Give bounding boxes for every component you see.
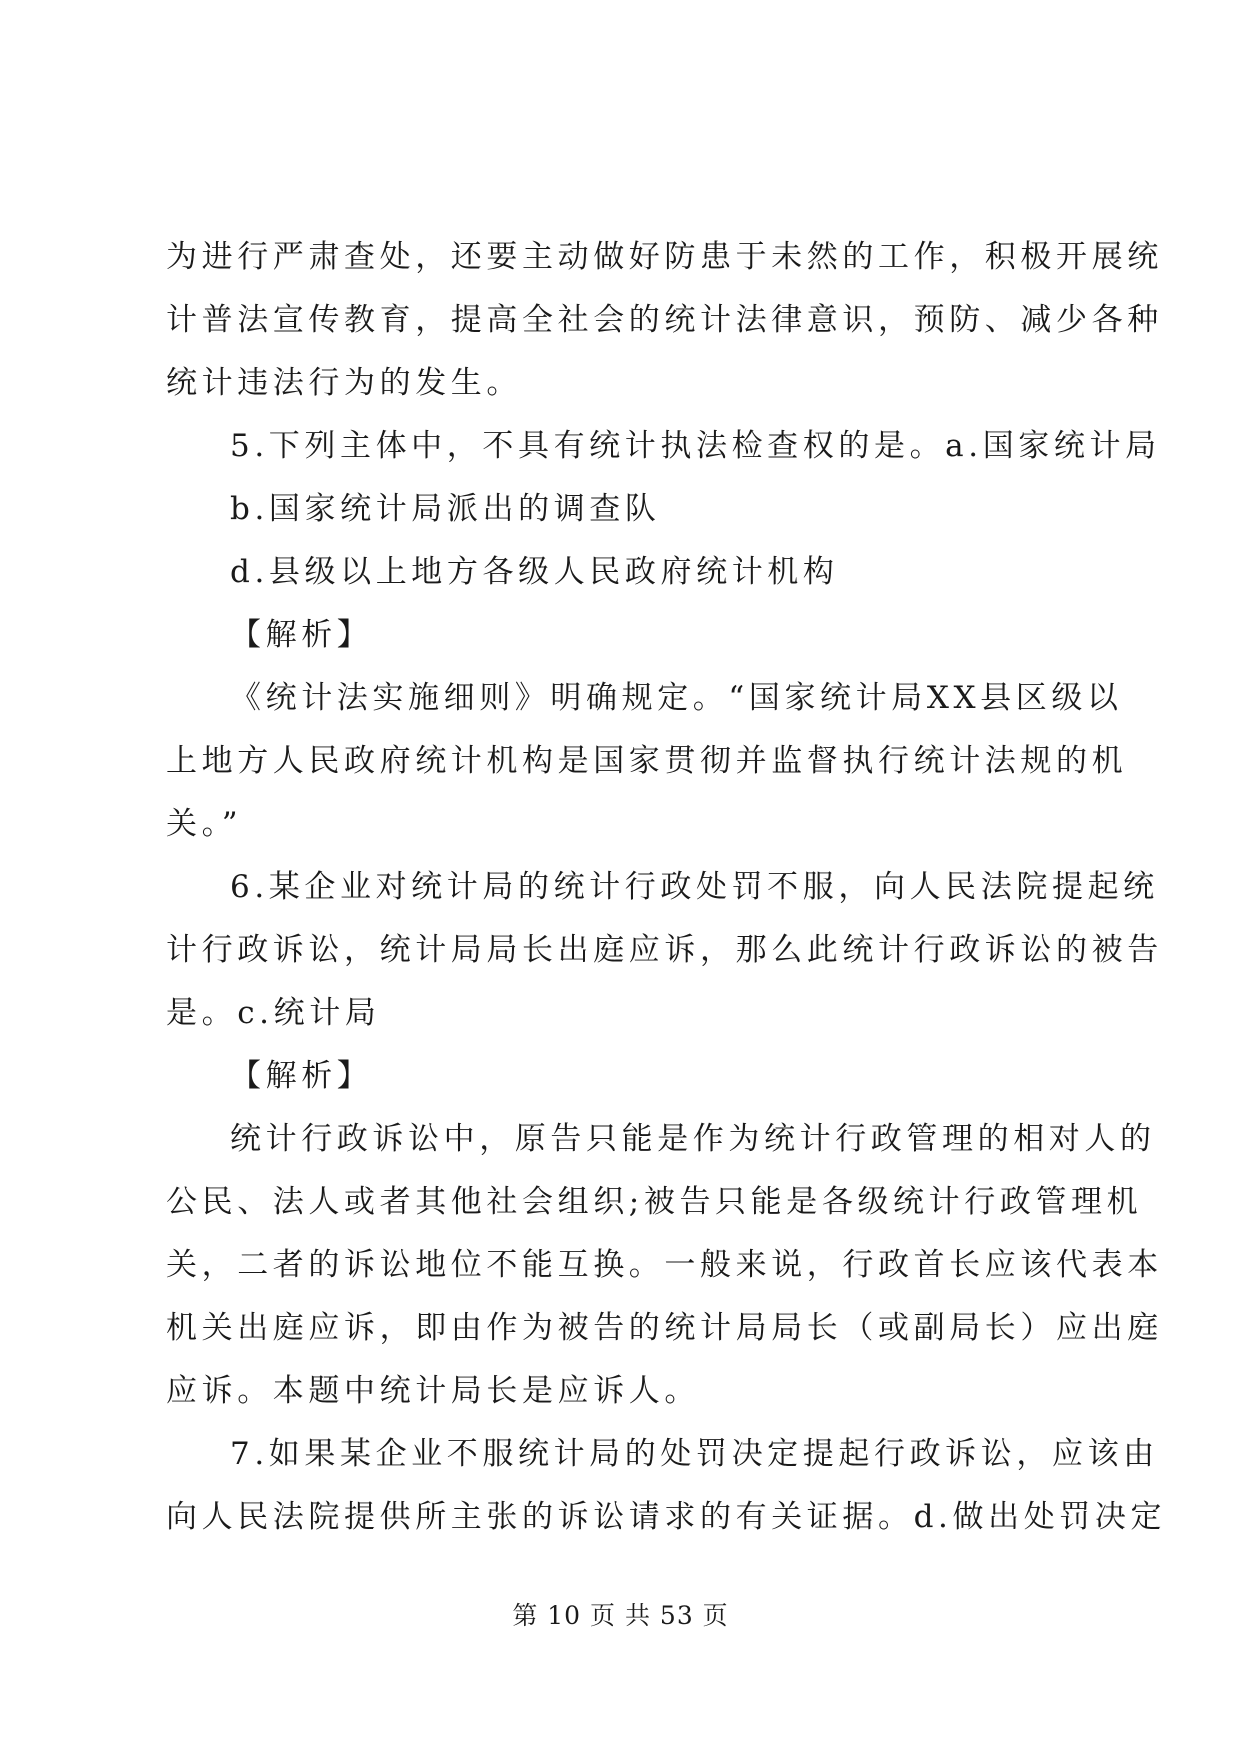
text-line: 计行政诉讼，统计局局长出庭应诉，那么此统计行政诉讼的被告: [166, 932, 1163, 968]
text-line: 应诉。本题中统计局长是应诉人。: [166, 1373, 700, 1409]
text-line: 关。”: [166, 806, 243, 842]
text-line: b.国家统计局派出的调查队: [230, 491, 661, 527]
text-line: 为进行严肃查处，还要主动做好防患于未然的工作，积极开展统: [166, 239, 1163, 275]
text-line: 机关出庭应诉，即由作为被告的统计局局长（或副局长）应出庭: [166, 1310, 1163, 1346]
text-line: 上地方人民政府统计机构是国家贯彻并监督执行统计法规的机: [166, 743, 1128, 779]
text-line: 【解析】: [230, 617, 373, 653]
text-line: 【解析】: [230, 1058, 373, 1094]
text-line: 是。c.统计局: [166, 995, 381, 1031]
document-body: [166, 226, 1167, 1549]
text-line: 关，二者的诉讼地位不能互换。一般来说，行政首长应该代表本: [166, 1247, 1163, 1283]
text-line: 计普法宣传教育，提高全社会的统计法律意识，预防、减少各种: [166, 302, 1163, 338]
text-line: 公民、法人或者其他社会组织;被告只能是各级统计行政管理机: [166, 1184, 1143, 1220]
text-line: 5.下列主体中，不具有统计执法检查权的是。a.国家统计局: [230, 428, 1161, 464]
text-line: d.县级以上地方各级人民政府统计机构: [230, 554, 839, 590]
text-line: 统计违法行为的发生。: [166, 365, 522, 401]
text-line: 统计行政诉讼中，原告只能是作为统计行政管理的相对人的: [230, 1121, 1156, 1157]
page-footer: 第 10 页 共 53 页: [512, 1601, 729, 1630]
text-line: 《统计法实施细则》明确规定。“国家统计局XX县区级以: [230, 680, 1123, 716]
text-line: 6.某企业对统计局的统计行政处罚不服，向人民法院提起统: [230, 869, 1159, 905]
text-line: 7.如果某企业不服统计局的处罚决定提起行政诉讼，应该由: [230, 1436, 1159, 1472]
text-line: 向人民法院提供所主张的诉讼请求的有关证据。d.做出处罚决定: [166, 1499, 1167, 1535]
